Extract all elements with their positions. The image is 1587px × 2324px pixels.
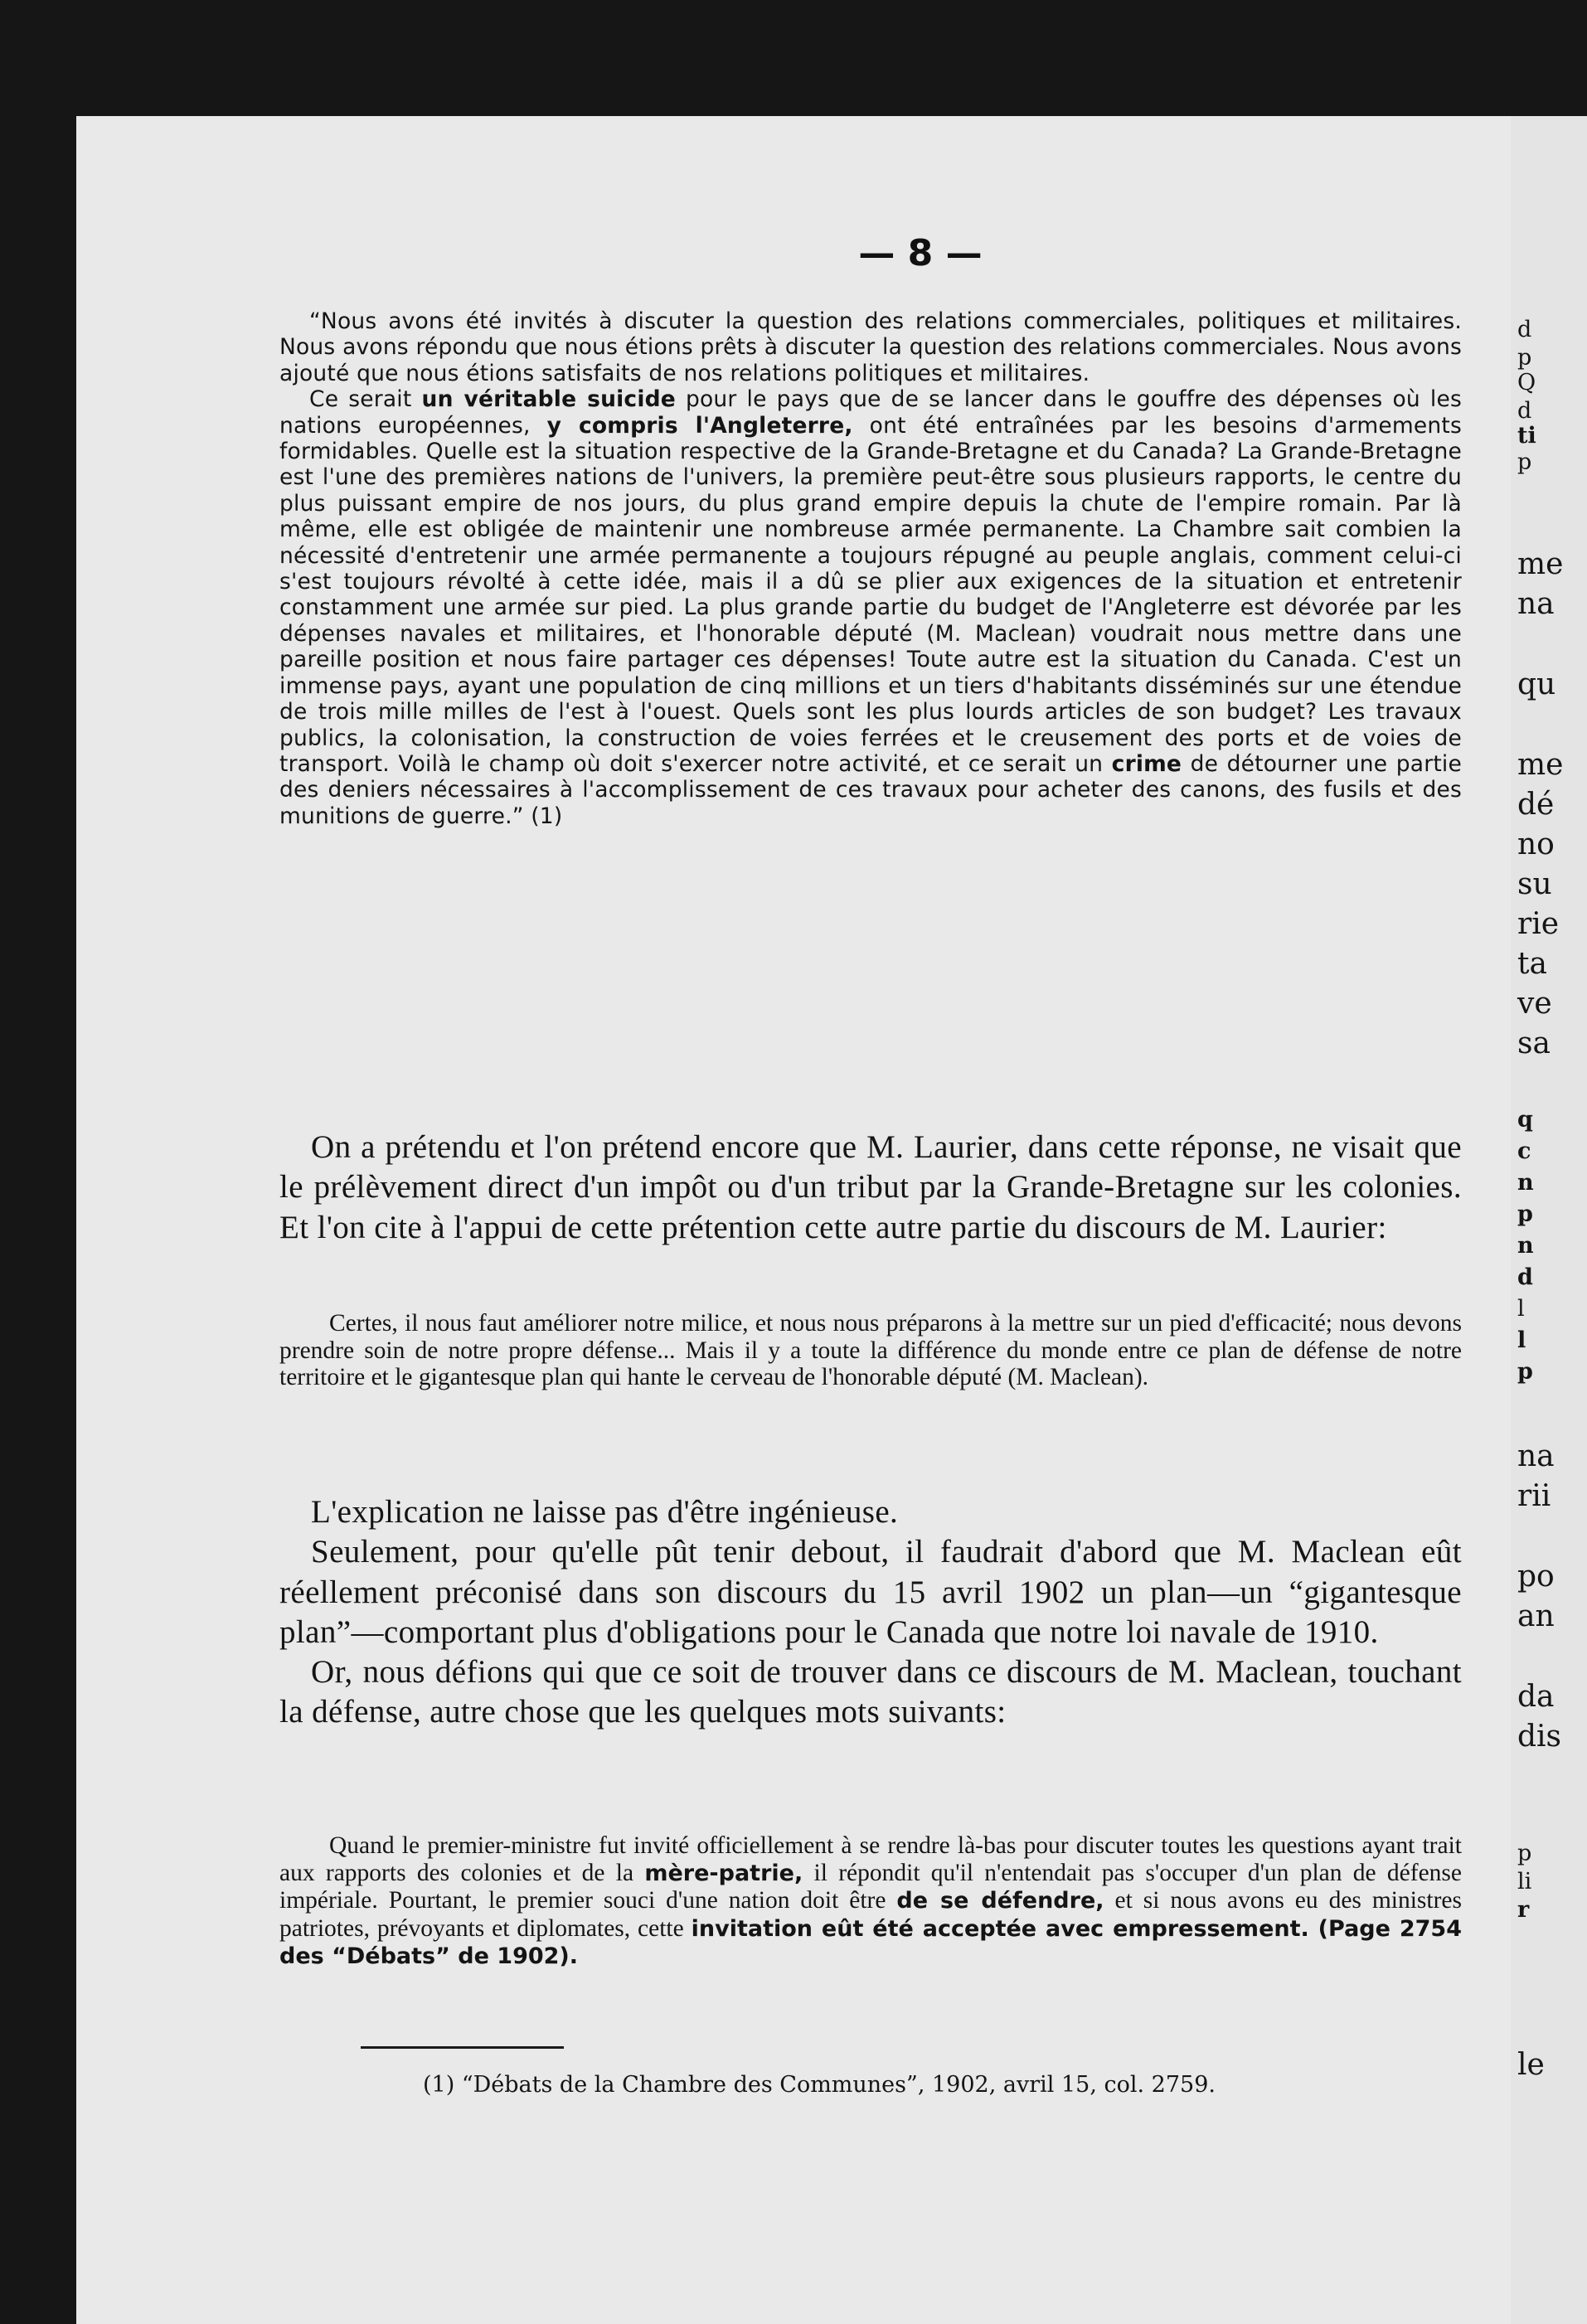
block-quote-laurier-2 (279, 1310, 1462, 1391)
quote-emphasis: un véritable suicide (421, 386, 676, 413)
quote-text: Quand le premier-ministre fut invité officiellement à se rendre là-bas pour discuter toutes les questions ayant trait aux rapports des colonies et de la (279, 1832, 1462, 1886)
adjacent-fragment: r (1517, 1897, 1530, 1923)
adjacent-fragment: n (1517, 1170, 1534, 1196)
adjacent-fragment: qu (1517, 667, 1556, 701)
block-quote-laurier (279, 308, 1462, 829)
quote-emphasis: invitation eût été acceptée avec empressement. (Page 2754 des “Débats” de 1902). (279, 1915, 1462, 1969)
adjacent-fragment: li (1517, 1869, 1532, 1895)
adjacent-fragment: l (1517, 1296, 1525, 1322)
adjacent-fragment: p (1517, 1359, 1533, 1385)
adjacent-fragment: d (1517, 317, 1532, 342)
quote-emphasis: y compris l'Angleterre, (546, 412, 853, 439)
page-number: — 8 — (858, 232, 983, 274)
adjacent-fragment: dis (1517, 1720, 1562, 1754)
adjacent-fragment: ve (1517, 987, 1552, 1021)
footnote: (1) “Débats de la Chambre des Communes”, 1902, avril 15, col. 2759. (423, 2072, 1216, 2098)
adjacent-fragment: p (1517, 345, 1532, 371)
quote-text: il répondit qu'il n'entendait pas s'occuper d'un plan de défense impériale. Pourtant, le premier souci d'une nation doit être (279, 1859, 1462, 1914)
quote-paragraph: Certes, il nous faut améliorer notre milice, et nous nous préparons à la mettre sur un pied d'efficacité; nous devons prendre soin de notre propre défense... Mais il y a toute la différence du monde entre ce plan de défense de notre territoire et le gigantesque plan qui hante le cerveau de l'honorable député (M. Maclean). (279, 1310, 1462, 1390)
block-quote-maclean (279, 1832, 1462, 1971)
adjacent-fragment: p (1517, 1201, 1533, 1227)
adjacent-fragment: p (1517, 449, 1532, 475)
adjacent-fragment: na (1517, 587, 1555, 621)
quote-text: et si nous avons eu des ministres patriotes, prévoyants et diplomates, cette (279, 1887, 1463, 1942)
quote-text: ont été entraînées par les besoins d'armements formidables. Quelle est la situation respective de la Grande-Bretagne et du Canada? La Grande-Bretagne est l'une des premières nations de l'univers, la première peut-être sous plusieurs rapports, le centre du plus puissant empire de nos jours, du plus grand empire depuis la chute de l'empire romain. Par là même, elle est obligée de maintenir une nombreuse armée permanente. La Chambre sait combien la nécessité d'entretenir une armée permanente a toujours répugné au peuple anglais, comment celui-ci s'est toujours révolté à cette idée, mais il a dû se plier aux exigences de la situation et entretenir constamment une armée sur pied. La plus grande partie du budget de l'Angleterre est dévorée par les dépenses navales et militaires, et l'honorable député (M. Maclean) voudrait nous mettre dans une pareille position et nous faire partager ces dépenses! Toute autre est la situation du Canada. C'est un immense pays, ayant une population de cinq millions et un tiers d'habitants disséminés sur une étendue de trois mille milles de l'est à l'ouest. Quels sont les plus lourds articles de son budget? Les travaux publics, la colonisation, la construction de voies ferrées et le creusement des ports et de voies de transport. Voilà le champ où doit s'exercer notre activité, et ce serait un (279, 412, 1463, 777)
quote-text: Ce serait (309, 386, 422, 413)
quote-text: pour le pays que de se lancer dans le gouffre des dépenses où les nations européennes, (279, 386, 1462, 439)
adjacent-fragment: an (1517, 1599, 1555, 1633)
adjacent-fragment: su (1517, 867, 1552, 901)
quote-text: de détourner une partie des deniers nécessaires à l'accomplissement de ces travaux pour acheter des canons, des fusils et des munitions de guerre.” (1) (279, 750, 1462, 829)
quote-emphasis: de se défendre, (896, 1888, 1104, 1914)
quote-paragraph (279, 1832, 1462, 1971)
quote-paragraph (279, 386, 1462, 829)
quote-paragraph: “Nous avons été invités à discuter la question des relations commerciales, politiques et militaires. Nous avons répondu que nous étions prêts à discuter la question des relations commerciales. Nous avons ajouté que nous étions satisfaits de nos relations politiques et militaires. (279, 308, 1462, 386)
quote-emphasis: crime (1111, 750, 1182, 777)
adjacent-fragment: d (1517, 1264, 1533, 1290)
adjacent-fragment: c (1517, 1138, 1531, 1164)
body-paragraph: On a prétendu et l'on prétend encore que M. Laurier, dans cette réponse, ne visait que le prélèvement direct d'un impôt ou d'un tribut par la Grande-Bretagne sur les colonies. Et l'on cite à l'appui de cette prétention cette autre partie du discours de M. Laurier: (279, 1129, 1462, 1245)
adjacent-fragment: n (1517, 1233, 1534, 1259)
adjacent-fragment: me (1517, 547, 1564, 581)
adjacent-fragment: dé (1517, 788, 1555, 822)
adjacent-fragment: rii (1517, 1479, 1551, 1513)
adjacent-fragment: ti (1517, 423, 1536, 449)
quote-emphasis: mère-patrie, (644, 1860, 803, 1886)
body-paragraph: L'explication ne laisse pas d'être ingénieuse. (311, 1494, 899, 1530)
adjacent-fragment: d (1517, 398, 1532, 424)
footnote-divider (361, 2046, 564, 2049)
adjacent-fragment: na (1517, 1439, 1555, 1473)
body-paragraph: Seulement, pour qu'elle pût tenir debout, il faudrait d'abord que M. Maclean eût réellement préconisé dans son discours du 15 avril 1902 un plan—un “gigantesque plan”—comportant plus d'obligations pour le Canada que notre loi navale de 1910. (279, 1534, 1462, 1650)
adjacent-fragment: me (1517, 748, 1564, 782)
adjacent-page-edge (1511, 116, 1587, 2324)
adjacent-fragment: l (1517, 1327, 1526, 1353)
adjacent-fragment: Q (1517, 370, 1536, 395)
adjacent-fragment: po (1517, 1560, 1555, 1594)
adjacent-fragment: sa (1517, 1026, 1551, 1060)
adjacent-fragment: q (1517, 1107, 1533, 1133)
body-paragraph: Or, nous défions qui que ce soit de trouver dans ce discours de M. Maclean, touchant la défense, autre chose que les quelques mots suivants: (279, 1654, 1462, 1730)
adjacent-fragment: da (1517, 1680, 1555, 1714)
adjacent-fragment: rie (1517, 907, 1560, 941)
adjacent-fragment: ta (1517, 947, 1547, 981)
adjacent-fragment: le (1517, 2048, 1545, 2082)
body-text-block-2 (279, 1492, 1462, 1733)
body-text-block-1 (279, 1128, 1462, 1248)
adjacent-fragment: no (1517, 827, 1555, 861)
adjacent-fragment: p (1517, 1841, 1532, 1866)
